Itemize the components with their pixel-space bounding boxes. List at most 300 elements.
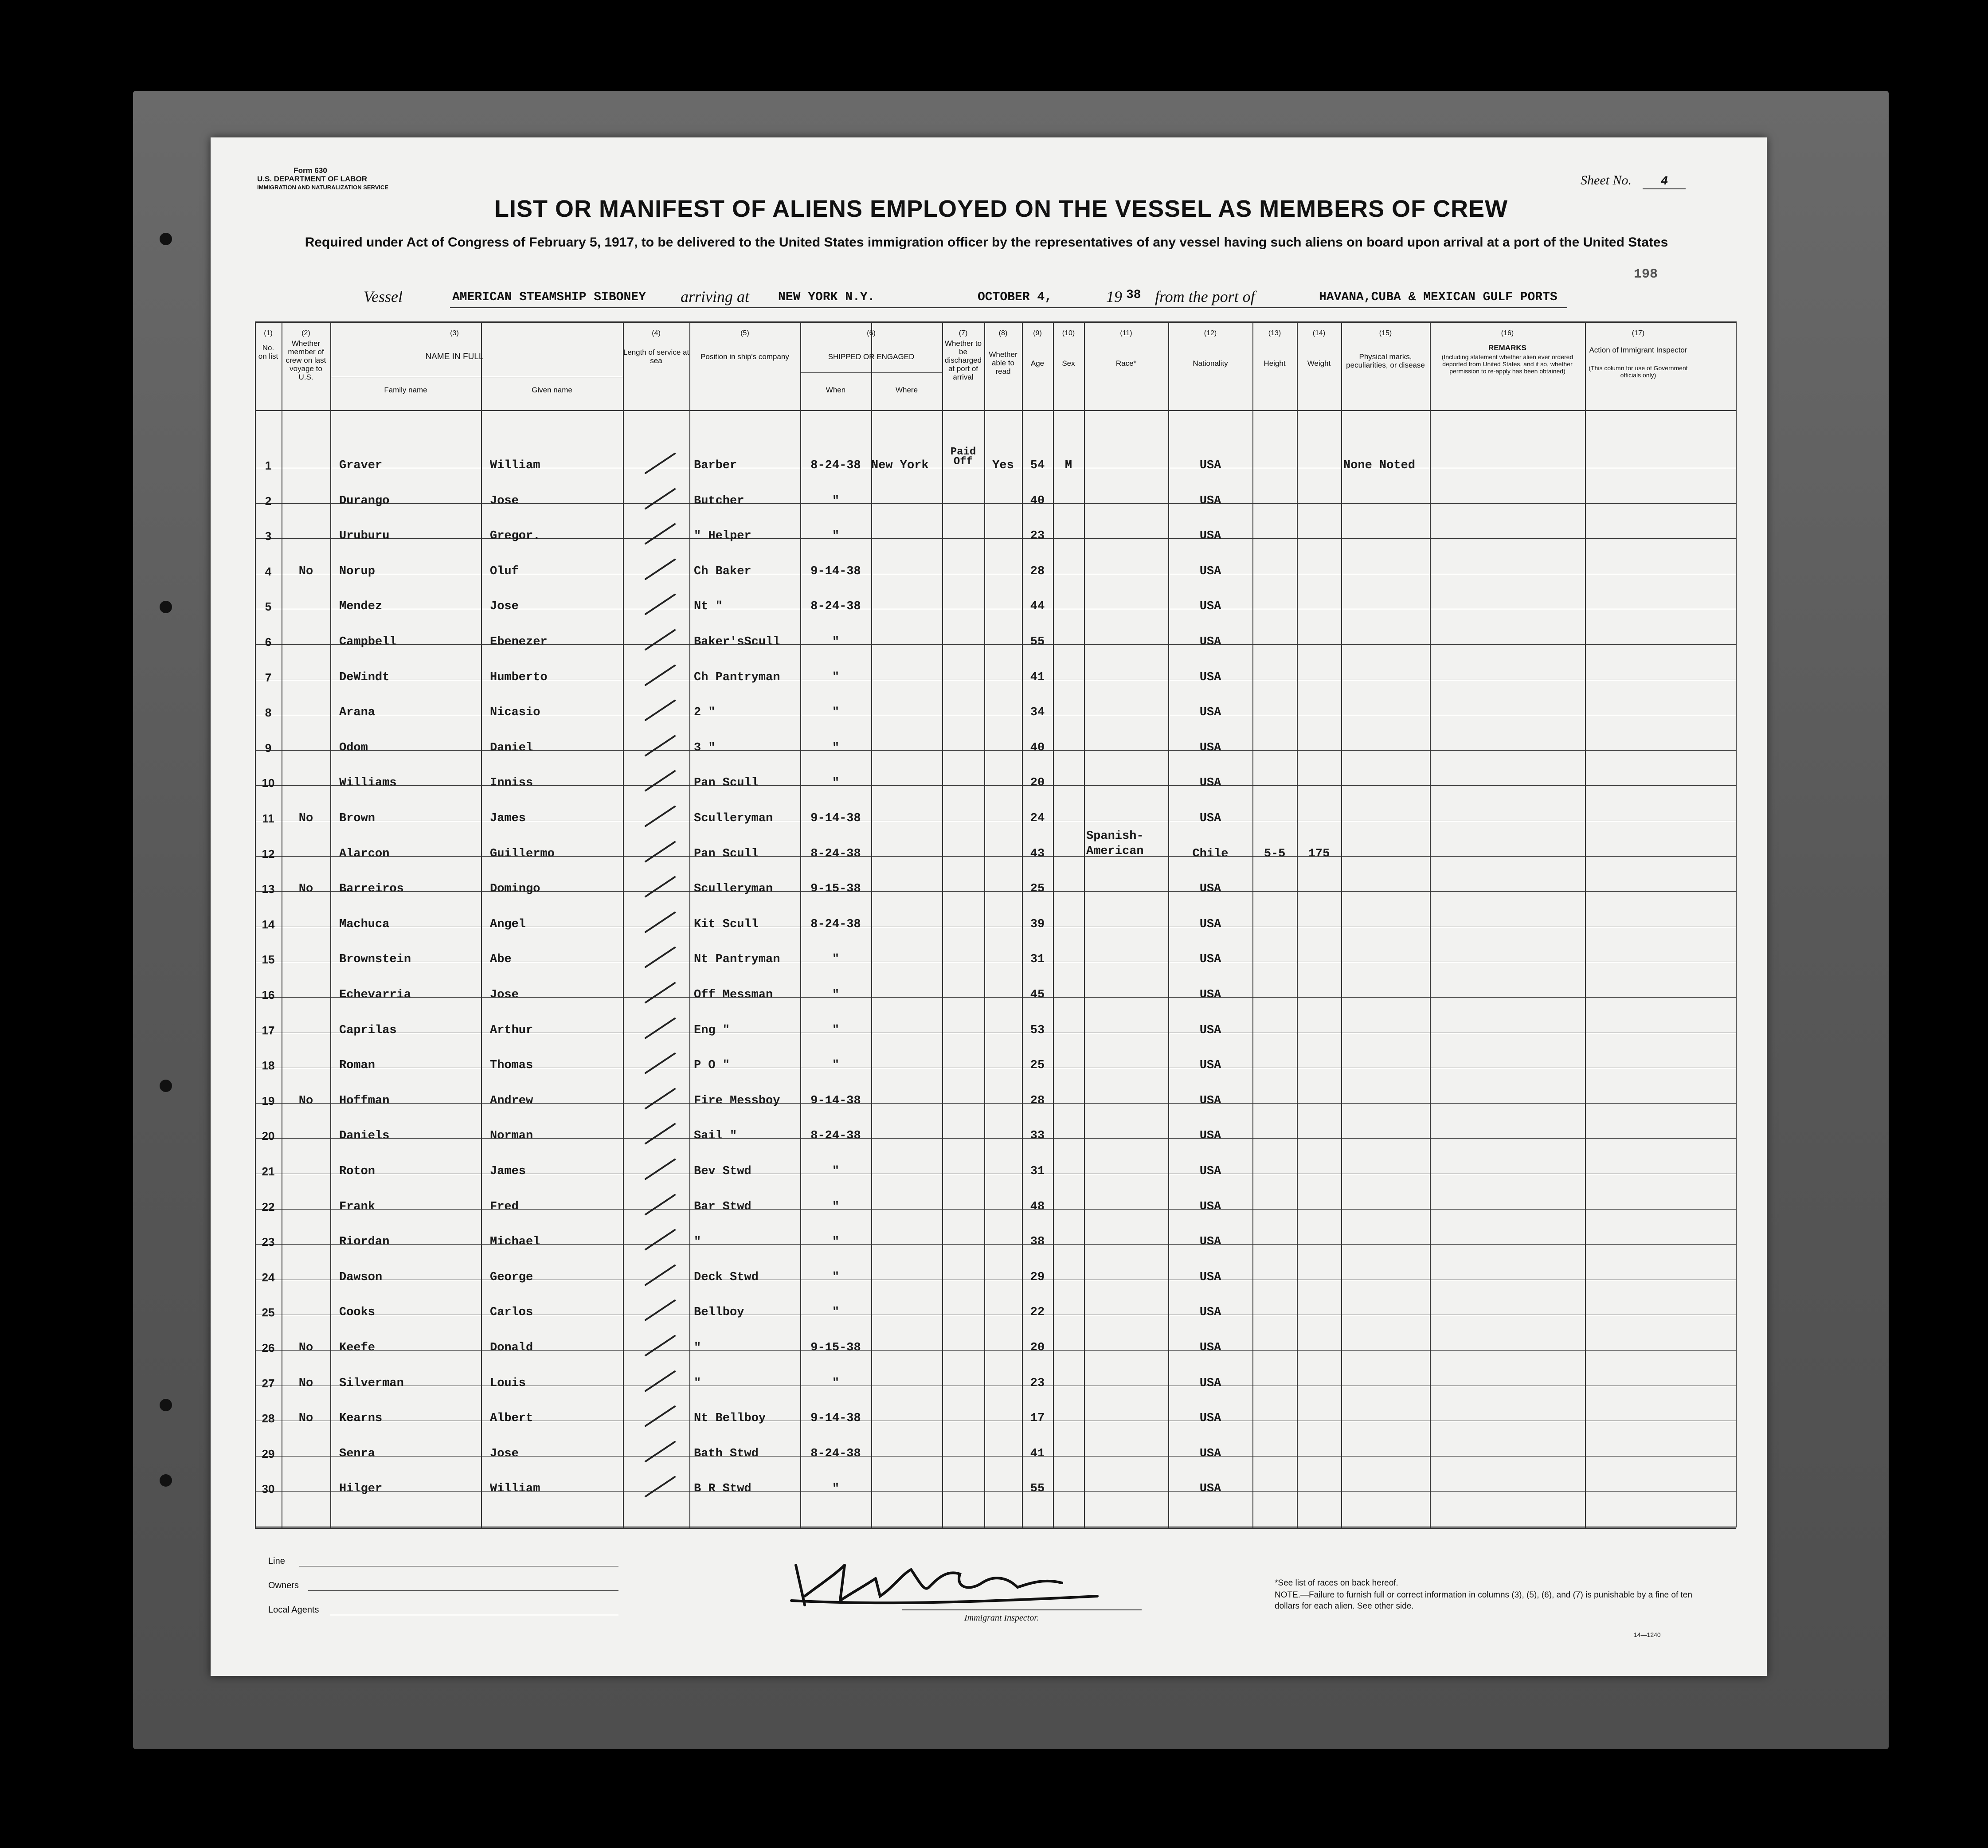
row-number: 25 — [262, 1306, 275, 1319]
service-tick-mark — [643, 979, 678, 1006]
row-number: 27 — [262, 1376, 275, 1390]
position: " Helper — [694, 529, 751, 543]
given-name: Louis — [490, 1376, 526, 1390]
where-header: Where — [895, 386, 918, 394]
shipped-when: " — [832, 953, 840, 967]
local-agents-label: Local Agents — [268, 1605, 319, 1615]
col5-number: (5) — [740, 329, 749, 337]
position: Butcher — [694, 494, 744, 508]
service-tick-mark — [643, 1438, 678, 1465]
family-name: Kearns — [339, 1412, 383, 1425]
col11-number: (11) — [1120, 329, 1132, 337]
previous-voyage: No — [298, 564, 313, 578]
column-rule — [1430, 321, 1431, 1527]
position: Bellboy — [694, 1306, 744, 1319]
shipped-when: " — [832, 741, 840, 755]
given-name: Carlos — [490, 1306, 533, 1319]
nationality: USA — [1199, 1341, 1221, 1355]
position: Ch Baker — [694, 564, 751, 578]
service-tick-mark — [643, 485, 678, 512]
given-name: Nicasio — [490, 706, 540, 720]
nationality: USA — [1199, 1094, 1221, 1108]
owners-label: Owners — [268, 1581, 299, 1590]
shipped-when: " — [832, 529, 840, 543]
service-tick-mark — [643, 909, 678, 936]
nationality: USA — [1199, 1412, 1221, 1425]
shipped-when: " — [832, 1482, 840, 1496]
given-name: Domingo — [490, 882, 540, 896]
inspector-label: Immigrant Inspector. — [964, 1613, 1039, 1623]
service-tick-mark — [643, 1368, 678, 1394]
nationality: USA — [1199, 706, 1221, 720]
service-name: IMMIGRATION AND NATURALIZATION SERVICE — [257, 184, 389, 191]
family-name: Roman — [339, 1059, 376, 1073]
shipped-when: 9-14-38 — [810, 1412, 861, 1425]
row-number: 8 — [265, 706, 272, 720]
service-tick-mark — [643, 1473, 678, 1500]
column-rule — [1736, 321, 1737, 1527]
family-name: Caprilas — [339, 1023, 397, 1037]
form-department-block — [257, 166, 389, 192]
row-number: 4 — [265, 564, 272, 578]
shipped-when: " — [832, 1059, 840, 1073]
arrival-port: NEW YORK N.Y. — [778, 290, 875, 304]
family-name: Norup — [339, 564, 376, 578]
row-number: 23 — [262, 1235, 275, 1249]
sheet-number-field — [1581, 173, 1686, 188]
shipped-when: 8-24-38 — [810, 1129, 861, 1143]
age: 23 — [1030, 1376, 1045, 1390]
given-name: William — [490, 1482, 540, 1496]
age: 23 — [1030, 529, 1045, 543]
col9-header: Age — [1030, 359, 1045, 368]
col5-header: Position in ship's company — [700, 352, 789, 361]
given-name: Michael — [490, 1235, 540, 1249]
row-number: 29 — [262, 1447, 275, 1460]
column-rule — [1053, 321, 1054, 1527]
shipped-when: " — [832, 1270, 840, 1284]
position: " — [694, 1235, 701, 1249]
nationality: USA — [1199, 1482, 1221, 1496]
when-header: When — [826, 386, 846, 394]
nationality: USA — [1199, 564, 1221, 578]
weight: 175 — [1308, 847, 1330, 861]
shipped-when: " — [832, 635, 840, 649]
row-number: 20 — [262, 1129, 275, 1143]
nationality: USA — [1199, 812, 1221, 825]
col17-header: Action of Immigrant Inspector — [1589, 346, 1687, 354]
age: 48 — [1030, 1200, 1045, 1214]
service-tick-mark — [643, 1297, 678, 1323]
position: Sail " — [694, 1129, 737, 1143]
age: 41 — [1030, 670, 1045, 684]
position: " — [694, 1376, 701, 1390]
given-name: Jose — [490, 494, 519, 508]
position: Barber — [694, 459, 737, 472]
col7-header: Whether to be discharged at port of arrival — [944, 339, 982, 381]
service-tick-mark — [643, 1332, 678, 1359]
shipped-when: 9-14-38 — [810, 564, 861, 578]
given-name: Humberto — [490, 670, 548, 684]
row-number: 14 — [262, 917, 275, 931]
family-name: Dawson — [339, 1270, 383, 1284]
given-name: Albert — [490, 1412, 533, 1425]
service-tick-mark — [643, 521, 678, 547]
row-number: 9 — [265, 741, 272, 755]
column-rule — [984, 321, 985, 1527]
nationality: USA — [1199, 741, 1221, 755]
previous-voyage: No — [298, 1341, 313, 1355]
nationality: USA — [1199, 882, 1221, 896]
given-name: Ebenezer — [490, 635, 548, 649]
col13-header: Height — [1264, 359, 1286, 368]
age: 45 — [1030, 988, 1045, 1002]
table-top-rule — [255, 321, 1736, 323]
col4-number: (4) — [652, 329, 661, 337]
shipped-when: " — [832, 776, 840, 790]
service-tick-mark — [643, 1191, 678, 1218]
age: 28 — [1030, 1094, 1045, 1108]
able-to-read: Yes — [992, 459, 1014, 472]
service-tick-mark — [643, 1120, 678, 1147]
sheet-number-label: Sheet No. — [1581, 173, 1632, 188]
service-tick-mark — [643, 873, 678, 900]
service-tick-mark — [643, 1050, 678, 1077]
service-tick-mark — [643, 556, 678, 583]
column-rule — [623, 321, 624, 1527]
position: Nt Bellboy — [694, 1412, 766, 1425]
age: 28 — [1030, 564, 1045, 578]
service-tick-mark — [643, 1156, 678, 1182]
col6-header: SHIPPED OR ENGAGED — [828, 352, 915, 361]
vessel-label: Vessel — [364, 288, 403, 305]
inspector-signature-rule — [902, 1609, 1142, 1610]
shipped-when: " — [832, 1376, 840, 1390]
position: Sculleryman — [694, 812, 773, 825]
given-name: William — [490, 459, 540, 472]
family-name: Cooks — [339, 1306, 376, 1319]
given-name: James — [490, 1165, 526, 1178]
previous-voyage: No — [298, 1376, 313, 1390]
family-name: Keefe — [339, 1341, 376, 1355]
given-name: Guillermo — [490, 847, 555, 861]
age: 31 — [1030, 953, 1045, 967]
nationality: USA — [1199, 1059, 1221, 1073]
column-rule — [255, 321, 256, 1527]
service-tick-mark — [643, 697, 678, 724]
col3-number: (3) — [450, 329, 459, 337]
header-bottom-rule — [255, 410, 1736, 411]
service-tick-mark — [643, 591, 678, 618]
given-name: Jose — [490, 1447, 519, 1460]
position: Ch Pantryman — [694, 670, 780, 684]
stamp-number: 198 — [1634, 267, 1658, 282]
form-number: Form 630 — [294, 166, 327, 175]
col12-header: Nationality — [1193, 359, 1228, 368]
row-number: 18 — [262, 1059, 275, 1073]
position: B R Stwd — [694, 1482, 751, 1496]
column-rule — [481, 321, 482, 1527]
year-prefix: 19 — [1106, 288, 1122, 305]
row-number: 1 — [265, 459, 272, 472]
age: 33 — [1030, 1129, 1045, 1143]
given-name: Jose — [490, 600, 519, 614]
col2-header: Whether member of crew on last voyage to U.S. — [286, 339, 326, 381]
family-name: Durango — [339, 494, 390, 508]
shipped-when: 8-24-38 — [810, 600, 861, 614]
age: 17 — [1030, 1412, 1045, 1425]
manifest-subtitle: Required under Act of Congress of February 5, 1917, to be delivered to the United States immigration officer by the representatives of any vessel having such aliens on board upon arrival at a port of the United States — [305, 235, 1668, 250]
given-name: Arthur — [490, 1023, 533, 1037]
nationality: USA — [1199, 600, 1221, 614]
column-rule — [1297, 321, 1298, 1527]
shipped-when: 8-24-38 — [810, 917, 861, 931]
position: Kit Scull — [694, 917, 759, 931]
nationality: USA — [1199, 459, 1221, 472]
column-rule — [1585, 321, 1586, 1527]
nationality: USA — [1199, 1235, 1221, 1249]
age: 31 — [1030, 1165, 1045, 1178]
arriving-label: arriving at — [681, 288, 750, 305]
physical-marks: None Noted — [1343, 459, 1416, 472]
owners-field-rule — [308, 1590, 618, 1591]
age: 25 — [1030, 882, 1045, 896]
age: 38 — [1030, 1235, 1045, 1249]
nationality: USA — [1199, 1376, 1221, 1390]
family-name: Williams — [339, 776, 397, 790]
age: 54 — [1030, 459, 1045, 472]
department-name: U.S. DEPARTMENT OF LABOR — [257, 175, 368, 183]
arrival-date: OCTOBER 4, — [978, 290, 1053, 304]
nationality: USA — [1199, 635, 1221, 649]
col8-header: Whether able to read — [989, 350, 1017, 376]
row-number: 22 — [262, 1200, 275, 1214]
age: 39 — [1030, 917, 1045, 931]
col15-number: (15) — [1379, 329, 1392, 337]
nationality: USA — [1199, 953, 1221, 967]
family-name: Echevarria — [339, 988, 411, 1002]
shipped-when: 8-24-38 — [810, 1447, 861, 1460]
given-name: Oluf — [490, 564, 519, 578]
position: 3 " — [694, 741, 716, 755]
age: 40 — [1030, 494, 1045, 508]
age: 20 — [1030, 776, 1045, 790]
row-number: 5 — [265, 600, 272, 614]
family-name: Alarcon — [339, 847, 390, 861]
col10-header: Sex — [1062, 359, 1075, 368]
shipped-when: " — [832, 670, 840, 684]
age: 22 — [1030, 1306, 1045, 1319]
column-rule — [689, 321, 690, 1527]
nationality: USA — [1199, 1023, 1221, 1037]
shipped-when: 9-15-38 — [810, 1341, 861, 1355]
manifest-title: LIST OR MANIFEST OF ALIENS EMPLOYED ON THE VESSEL AS MEMBERS OF CREW — [494, 196, 1508, 222]
col9-number: (9) — [1033, 329, 1042, 337]
shipped-when: 8-24-38 — [810, 459, 861, 472]
row-number: 30 — [262, 1482, 275, 1496]
given-name: Abe — [490, 953, 512, 967]
position: Pan Scull — [694, 847, 759, 861]
col11-header: Race* — [1115, 359, 1137, 368]
col2-number: (2) — [301, 329, 310, 337]
vessel-underline — [450, 307, 1567, 308]
shipped-when: " — [832, 1306, 840, 1319]
age: 25 — [1030, 1059, 1045, 1073]
height: 5-5 — [1264, 847, 1286, 861]
col7-number: (7) — [959, 329, 968, 337]
service-tick-mark — [643, 1403, 678, 1429]
nationality: USA — [1199, 529, 1221, 543]
discharged: Paid Off — [950, 446, 976, 468]
position: Deck Stwd — [694, 1270, 759, 1284]
family-name: Arana — [339, 706, 376, 720]
nationality: USA — [1199, 1129, 1221, 1143]
given-name: Jose — [490, 988, 519, 1002]
family-name: Roton — [339, 1165, 376, 1178]
service-tick-mark — [643, 450, 678, 477]
row-number: 16 — [262, 988, 275, 1002]
race-footnote: *See list of races on back hereof. — [1275, 1578, 1398, 1588]
col17-number: (17) — [1632, 329, 1645, 337]
service-tick-mark — [643, 1226, 678, 1253]
family-name: Frank — [339, 1200, 376, 1214]
year-value: 38 — [1126, 288, 1141, 302]
previous-voyage: No — [298, 812, 313, 825]
shipped-when: " — [832, 988, 840, 1002]
family-name: Daniels — [339, 1129, 390, 1143]
age: 55 — [1030, 1482, 1045, 1496]
family-name: Campbell — [339, 635, 397, 649]
position: Bar Stwd — [694, 1200, 751, 1214]
nationality: Chile — [1192, 847, 1229, 861]
col14-header: Weight — [1307, 359, 1331, 368]
position: Eng " — [694, 1023, 730, 1037]
position: " — [694, 1341, 701, 1355]
column-rule — [942, 321, 943, 1527]
position: Fire Messboy — [694, 1094, 780, 1108]
given-name: Thomas — [490, 1059, 533, 1073]
given-name: Fred — [490, 1200, 519, 1214]
age: 29 — [1030, 1270, 1045, 1284]
service-tick-mark — [643, 1015, 678, 1041]
position: 2 " — [694, 706, 716, 720]
shipped-when: " — [832, 706, 840, 720]
col16-number: (16) — [1501, 329, 1514, 337]
nationality: USA — [1199, 1306, 1221, 1319]
col16-header: REMARKS — [1488, 344, 1526, 352]
family-name: Odom — [339, 741, 368, 755]
binder-hole — [160, 1474, 172, 1487]
departure-port: HAVANA,CUBA & MEXICAN GULF PORTS — [1319, 290, 1558, 304]
service-tick-mark — [643, 662, 678, 689]
age: 20 — [1030, 1341, 1045, 1355]
binder-hole — [160, 233, 172, 245]
col1-header: No. on list — [258, 344, 278, 360]
family-name: Barreiros — [339, 882, 404, 896]
row-number: 17 — [262, 1023, 275, 1037]
print-code: 14—1240 — [1634, 1631, 1661, 1638]
position: Bath Stwd — [694, 1447, 759, 1460]
service-tick-mark — [643, 1262, 678, 1288]
position: Nt Pantryman — [694, 953, 780, 967]
row-number: 10 — [262, 776, 275, 790]
nationality: USA — [1199, 1270, 1221, 1284]
nationality: USA — [1199, 670, 1221, 684]
port-label: from the port of — [1155, 288, 1255, 305]
penalty-note: NOTE.—Failure to furnish full or correct information in columns (3), (5), (6), and (7) is punishable by a fine of ten dollars for each alien. See other side. — [1275, 1590, 1692, 1611]
row-number: 19 — [262, 1094, 275, 1108]
nationality: USA — [1199, 494, 1221, 508]
shipped-when: 9-14-38 — [810, 812, 861, 825]
family-name: DeWindt — [339, 670, 390, 684]
nationality: USA — [1199, 1200, 1221, 1214]
family-name: Mendez — [339, 600, 383, 614]
service-tick-mark — [643, 944, 678, 971]
position: Bev Stwd — [694, 1165, 751, 1178]
service-tick-mark — [643, 732, 678, 759]
family-name: Riordan — [339, 1235, 390, 1249]
previous-voyage: No — [298, 882, 313, 896]
age: 40 — [1030, 741, 1045, 755]
age: 53 — [1030, 1023, 1045, 1037]
age: 44 — [1030, 600, 1045, 614]
family-name: Machuca — [339, 917, 390, 931]
given-name: Angel — [490, 917, 526, 931]
position: P O " — [694, 1059, 730, 1073]
service-tick-mark — [643, 1085, 678, 1112]
column-rule — [1084, 321, 1085, 1527]
family-name: Graver — [339, 459, 383, 472]
row-number: 26 — [262, 1341, 275, 1355]
shipped-when: " — [832, 1235, 840, 1249]
col1-number: (1) — [264, 329, 273, 337]
vessel-name: AMERICAN STEAMSHIP SIBONEY — [452, 290, 646, 304]
family-name: Hoffman — [339, 1094, 390, 1108]
shipped-when: " — [832, 1200, 840, 1214]
row-number: 7 — [265, 670, 272, 684]
shipped-when: 9-14-38 — [810, 1094, 861, 1108]
position: Pan Scull — [694, 776, 759, 790]
shipped-when: 8-24-38 — [810, 847, 861, 861]
manifest-sheet — [211, 137, 1767, 1676]
age: 34 — [1030, 706, 1045, 720]
given-name: Inniss — [490, 776, 533, 790]
column-rule — [330, 321, 331, 1527]
row-number: 28 — [262, 1412, 275, 1425]
binder-hole — [160, 1399, 172, 1411]
given-name: Gregor. — [490, 529, 540, 543]
family-name: Senra — [339, 1447, 376, 1460]
nationality: USA — [1199, 917, 1221, 931]
given-name: Daniel — [490, 741, 533, 755]
col16-subheader: (Including statement whether alien ever ordered deported from United States, and if so, whether permission to re-apply has been obtained) — [1441, 353, 1573, 375]
column-rule — [1252, 321, 1253, 1527]
given-name: Andrew — [490, 1094, 533, 1108]
given-name: Norman — [490, 1129, 533, 1143]
row-number: 13 — [262, 882, 275, 896]
nationality: USA — [1199, 988, 1221, 1002]
age: 55 — [1030, 635, 1045, 649]
nationality: USA — [1199, 1165, 1221, 1178]
row-number: 2 — [265, 494, 272, 508]
family-name: Hilger — [339, 1482, 383, 1496]
given-name: Donald — [490, 1341, 533, 1355]
service-tick-mark — [643, 626, 678, 653]
given-name: George — [490, 1270, 533, 1284]
shipped-when: " — [832, 1165, 840, 1178]
col17-subheader: (This column for use of Government officials only) — [1589, 364, 1688, 379]
row-number: 6 — [265, 635, 272, 649]
